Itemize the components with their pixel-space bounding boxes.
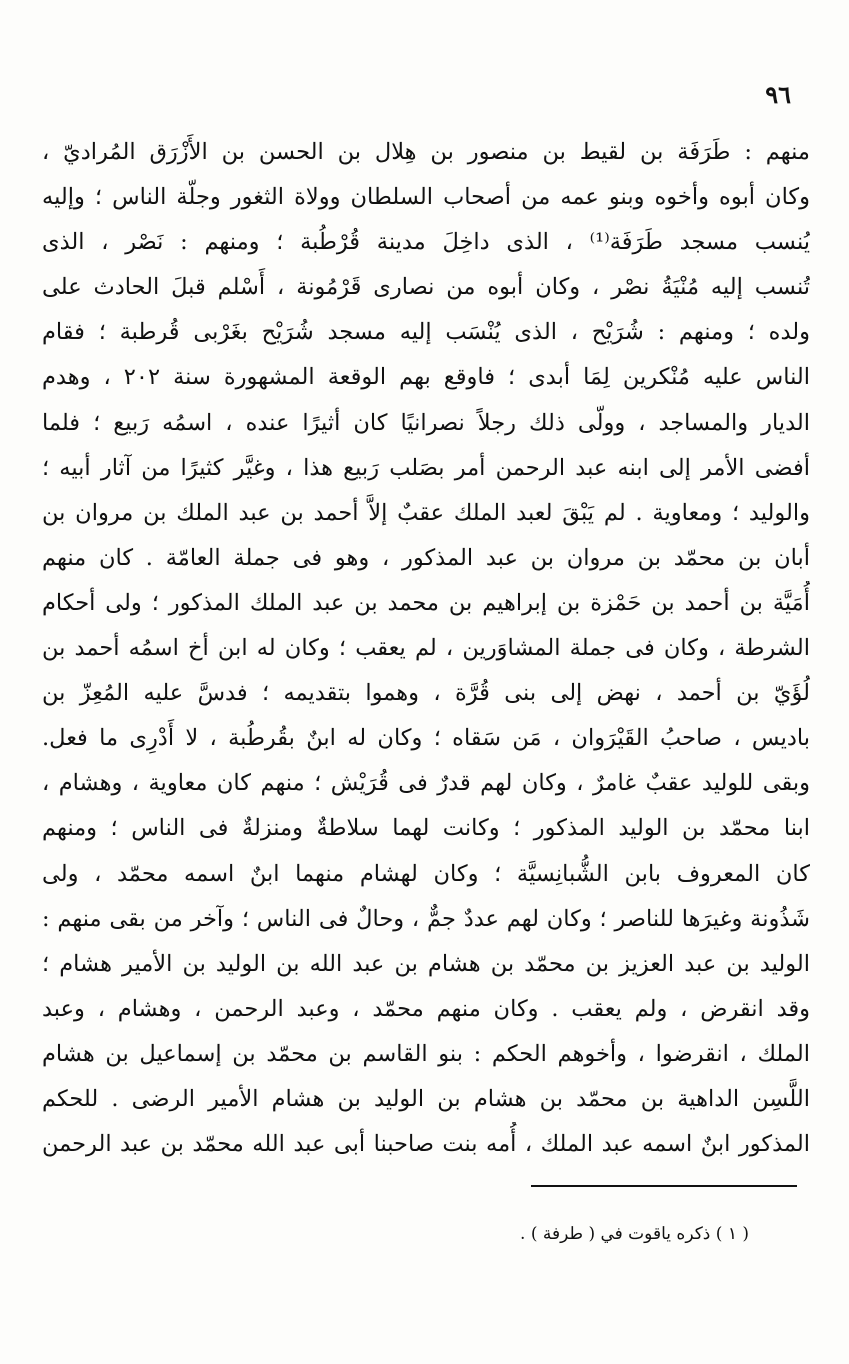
text-line: يُنسب مسجد طَرَفَة⁽¹⁾ ، الذى داخِلَ مدينة قُرْطُبة ؛ ومنهم : نَصْر ، الذى [42, 229, 810, 256]
text-line: الوليد بن عبد العزيز بن محمّد بن هشام بن عبد الله بن الوليد بن الأمير هشام ؛ [42, 950, 810, 977]
main-text [42, 130, 810, 1167]
text-line: وقد انقرض ، ولم يعقب . وكان منهم محمّد ، وعبد الرحمن ، وهشام ، وعبد [42, 995, 810, 1022]
text-line: باديس ، صاحبُ القَيْرَوان ، مَن سَقاه ؛ وكان له ابنٌ بقُرطُبة ، لا أَدْرِى ما فعل. [42, 725, 810, 752]
text-line: الديار والمساجد ، وولّى ذلك رجلاً نصرانيًا كان أثيرًا عنده ، اسمُه رَبيع ؛ فلما [42, 409, 810, 436]
footnote-divider [531, 1185, 797, 1187]
text-line: وكان أبوه وأخوه وبنو عمه من أصحاب السلطان وولاة الثغور وجلّة الناس ؛ وإليه [42, 184, 810, 211]
text-line: شَذُونة وغيرَها للناصر ؛ وكان لهم عددٌ جمٌّ ، وحالٌ فى الناس ؛ وآخر من بقى منهم : [42, 905, 810, 932]
text-line: المذكور ابنٌ اسمه عبد الملك ، أُمه بنت صاحبنا أبى عبد الله محمّد بن عبد الرحمن [42, 1131, 810, 1158]
text-line: أُمَيَّة بن أحمد بن حَمْزة بن إبراهيم بن محمد بن عبد الملك المذكور ؛ ولى أحكام [42, 589, 810, 616]
text-line: منهم : طَرَفَة بن لقيط بن منصور بن هِلال بن الحسن بن الأَزْرَق المُراديّ ، [42, 139, 810, 165]
text-line: الملك ، انقرضوا ، وأخوهم الحكم : بنو القاسم بن محمّد بن إسماعيل بن هشام [42, 1040, 810, 1067]
text-line: الشرطة ، وكان فى جملة المشاوَرين ، لم يعقب ؛ وكان له ابن أخ اسمُه أحمد بن [42, 635, 810, 662]
text-line: ولده ؛ ومنهم : شُرَيْح ، الذى يُنْسَب إليه مسجد شُرَيْح بغَرْبى قُرطبة ؛ فقام [42, 319, 810, 346]
text-line: الناس عليه مُنْكرين لِمَا أبدى ؛ فاوقع بهم الوقعة المشهورة سنة ٢٠٢ ، وهدم [42, 364, 810, 391]
text-line: أبان بن محمّد بن مروان بن عبد المذكور ، وهو فى جملة العامّة . كان منهم [42, 544, 810, 571]
text-line: اللَّسِن الداهية بن محمّد بن هشام بن الوليد بن هشام الأمير الرضى . للحكم [42, 1085, 810, 1112]
text-line: تُنسب إليه مُنْيَةُ نصْر ، وكان أبوه من نصارى قَرْمُونة ، أَسْلم قبلَ الحادث على [42, 274, 810, 301]
text-line: وبقى للوليد عقبٌ غامرٌ ، وكان لهم قدرٌ فى قُرَيْش ؛ منهم كان معاوية ، وهشام ، [42, 770, 810, 797]
page-number: ٩٦ [765, 80, 791, 109]
text-line: والوليد ؛ ومعاوية . لم يَبْقَ لعبد الملك عقبٌ إلاَّ أحمد بن عبد الملك بن مروان بن [42, 499, 810, 526]
text-line: لُؤَيّ بن أحمد ، نهض إلى بنى قُرَّة ، وهموا بتقديمه ؛ فدسَّ عليه المُعِزّ بن [42, 680, 810, 707]
footnote: ( ١ ) ذكره ياقوت في ( طرفة ) . [520, 1224, 749, 1244]
text-line: كان المعروف بابن الشُّبانِسيَّة ؛ وكان لهشام منهما ابنٌ اسمه محمّد ، ولى [42, 860, 810, 887]
text-line: أفضى الأمر إلى ابنه عبد الرحمن أمر بصَلب رَبيع هذا ، وغيَّر كثيرًا من آثار أبيه ؛ [42, 454, 810, 481]
text-line: ابنا محمّد بن الوليد المذكور ؛ وكانت لهما سلاطةٌ ومنزلةٌ فى الناس ؛ ومنهم [42, 815, 810, 842]
